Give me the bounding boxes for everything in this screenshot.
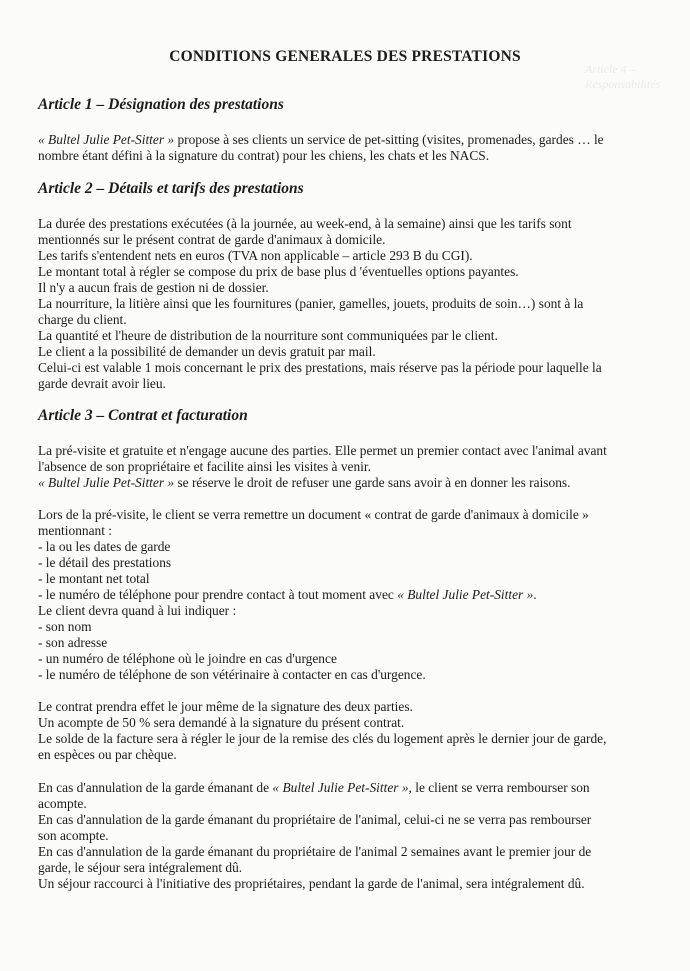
article-2-line: garde devrait avoir lieu. (38, 376, 166, 391)
article-3-line: - le détail des prestations (38, 555, 172, 570)
article-3-line: Le contrat prendra effet le jour même de la signature des deux parties. (38, 699, 413, 714)
article-3-line: - le numéro de téléphone pour prendre contact à tout moment avec « Bultel Julie Pet-Sitter ». (38, 587, 537, 602)
article-3-line: son acompte. (38, 828, 109, 843)
article-2-line: Les tarifs s'entendent nets en euros (TVA non applicable – article 293 B du CGI). (38, 248, 473, 263)
article-3-line: En cas d'annulation de la garde émanant du propriétaire de l'animal 2 semaines avant le premier jour de (38, 844, 592, 859)
page-title: CONDITIONS GENERALES DES PRESTATIONS (169, 48, 521, 65)
article-3-para-1 (38, 443, 658, 491)
article-1-line-2: nombre étant défini à la signature du contrat) pour les chiens, les chats et les NACS. (38, 148, 490, 163)
article-2-line: Celui-ci est valable 1 mois concernant le prix des prestations, mais réserve pas la période pour laquelle la (38, 360, 602, 375)
article-3-line: - son nom (38, 619, 92, 634)
bleed-through-text: Article 4 – Responsabilités (585, 62, 661, 91)
article-2-line: Le client a la possibilité de demander un devis gratuit par mail. (38, 344, 376, 359)
article-3-line: La pré-visite et gratuite et n'engage aucune des parties. Elle permet un premier contact avec l'animal avant (38, 443, 607, 458)
article-3-line: En cas d'annulation de la garde émanant du propriétaire de l'animal, celui-ci ne se verra pas rembourser (38, 812, 592, 827)
company-name: « Bultel Julie Pet-Sitter » (38, 132, 175, 147)
article-2-line: Il n'y a aucun frais de gestion ni de dossier. (38, 280, 269, 295)
article-3-line: En cas d'annulation de la garde émanant de « Bultel Julie Pet-Sitter », le client se verra rembourser son (38, 780, 590, 795)
article-1-line-1-rest: propose à ses clients un service de pet-sitting (visites, promenades, gardes … le (174, 132, 604, 147)
company-name: « Bultel Julie Pet-Sitter » (397, 587, 534, 602)
article-3-line: garde, le séjour sera intégralement dû. (38, 860, 243, 875)
article-3-title: Article 3 – Contrat et facturation (38, 407, 248, 424)
article-2-title: Article 2 – Détails et tarifs des prestations (38, 180, 304, 197)
article-2-line: charge du client. (38, 312, 127, 327)
article-3-line: - le numéro de téléphone de son vétérinaire à contacter en cas d'urgence. (38, 667, 426, 682)
article-3-line: Un séjour raccourci à l'initiative des propriétaires, pendant la garde de l'animal, sera intégralement dû. (38, 876, 585, 891)
article-3-line: en espèces ou par chèque. (38, 747, 177, 762)
article-3-para-3 (38, 699, 658, 763)
article-1-line-1 (38, 132, 658, 148)
article-2-line: La quantité et l'heure de distribution de la nourriture sont communiquées par le client. (38, 328, 498, 343)
article-2-line: mentionnés sur le présent contrat de garde d'animaux à domicile. (38, 232, 386, 247)
article-3-line: Un acompte de 50 % sera demandé à la signature du présent contrat. (38, 715, 405, 730)
article-2-line: Le montant total à régler se compose du prix de base plus d 'éventuelles options payantes. (38, 264, 519, 279)
article-3-line: Le solde de la facture sera à régler le jour de la remise des clés du logement après le dernier jour de garde, (38, 731, 607, 746)
article-3-para-4 (38, 780, 658, 892)
article-3-line: l'absence de son propriétaire et facilite ainsi les visites à venir. (38, 459, 371, 474)
article-2-line: La nourriture, la litière ainsi que les fournitures (panier, gamelles, jouets, produits de soin…) sont à la (38, 296, 584, 311)
article-3-para-2 (38, 507, 658, 683)
article-3-line: - son adresse (38, 635, 108, 650)
article-3-line: Le client devra quand à lui indiquer : (38, 603, 237, 618)
article-2-body (38, 216, 658, 392)
company-name: « Bultel Julie Pet-Sitter » (38, 475, 175, 490)
article-3-line: - le montant net total (38, 571, 150, 586)
article-3-line: acompte. (38, 796, 87, 811)
article-3-line: - la ou les dates de garde (38, 539, 171, 554)
company-name: « Bultel Julie Pet-Sitter » (272, 780, 409, 795)
article-3-line: « Bultel Julie Pet-Sitter » se réserve le droit de refuser une garde sans avoir à en donner les raisons. (38, 475, 571, 490)
article-1-body (38, 132, 658, 164)
article-3-line: Lors de la pré-visite, le client se verra remettre un document « contrat de garde d'animaux à domicile » (38, 507, 589, 522)
article-3-line: mentionnant : (38, 523, 113, 538)
article-2-line: La durée des prestations exécutées (à la journée, au week-end, à la semaine) ainsi que les tarifs sont (38, 216, 572, 231)
article-1-title: Article 1 – Désignation des prestations (38, 96, 284, 113)
article-3-line: - un numéro de téléphone où le joindre en cas d'urgence (38, 651, 337, 666)
